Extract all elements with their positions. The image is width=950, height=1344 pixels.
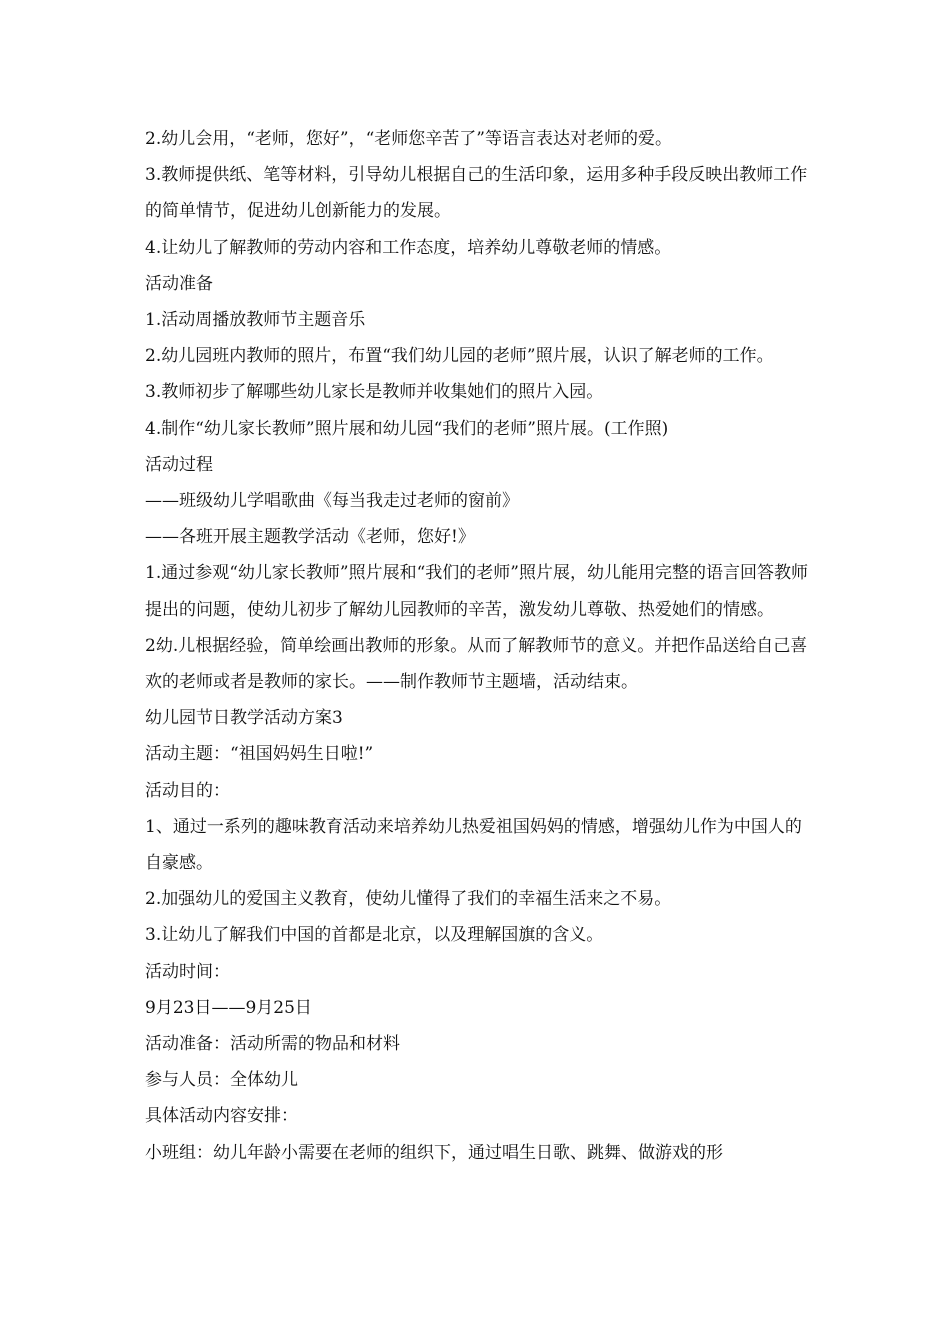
heading-purpose: 活动目的：: [145, 780, 230, 801]
heading-preparation: 活动准备: [145, 273, 213, 294]
paragraph-process-2: 2幼.儿根据经验，简单绘画出教师的形象。从而了解教师节的意义。并把作品送给自己喜欢的老师或者是教师的家长。——制作教师节主题墙，活动结束。: [145, 635, 808, 693]
paragraph-goal-2: 2.幼儿会用，“老师，您好”，“老师您辛苦了”等语言表达对老师的爱。: [145, 129, 672, 149]
paragraph-purpose-3: 3.让幼儿了解我们中国的首都是北京，以及理解国旗的含义。: [145, 925, 604, 946]
paragraph-theme: 活动主题：“祖国妈妈生日啦!”: [145, 744, 374, 765]
section-title-plan-3: 幼儿园节日教学活动方案3: [145, 708, 343, 729]
paragraph-participants: 参与人员：全体幼儿: [145, 1070, 298, 1091]
heading-process: 活动过程: [145, 454, 213, 475]
paragraph-prep-2: 2.幼儿园班内教师的照片，布置“我们幼儿园的老师”照片展，认识了解老师的工作。: [145, 346, 774, 367]
heading-schedule: 具体活动内容安排：: [145, 1106, 298, 1127]
paragraph-materials: 活动准备：活动所需的物品和材料: [145, 1034, 400, 1055]
heading-time: 活动时间：: [145, 961, 230, 982]
paragraph-process-1: 1.通过参观“幼儿家长教师”照片展和“我们的老师”照片展，幼儿能用完整的语言回答教师提出的问题，使幼儿初步了解幼儿园教师的辛苦，激发幼儿尊敬、热爱她们的情感。: [145, 563, 808, 620]
paragraph-goal-4: 4.让幼儿了解教师的劳动内容和工作态度，培养幼儿尊敬老师的情感。: [145, 237, 672, 258]
paragraph-prep-4: 4.制作“幼儿家长教师”照片展和幼儿园“我们的老师”照片展。(工作照): [145, 418, 669, 439]
paragraph-time-range: 9月23日——9月25日: [145, 997, 312, 1018]
paragraph-purpose-1: 1、通过一系列的趣味教育活动来培养幼儿热爱祖国妈妈的情感，增强幼儿作为中国人的自豪感。: [145, 816, 802, 874]
paragraph-prep-1: 1.活动周播放教师节主题音乐: [145, 310, 366, 331]
paragraph-small-class: 小班组：幼儿年龄小需要在老师的组织下，通过唱生日歌、跳舞、做游戏的形: [145, 1142, 723, 1163]
paragraph-goal-3: 3.教师提供纸、笔等材料，引导幼儿根据自己的生活印象，运用多种手段反映出教师工作的简单情节，促进幼儿创新能力的发展。: [145, 165, 808, 222]
document-body: [145, 121, 813, 1171]
paragraph-purpose-2: 2.加强幼儿的爱国主义教育，使幼儿懂得了我们的幸福生活来之不易。: [145, 889, 672, 910]
paragraph-process-activity: ——各班开展主题教学活动《老师，您好!》: [145, 527, 475, 548]
paragraph-process-song: ——班级幼儿学唱歌曲《每当我走过老师的窗前》: [145, 491, 519, 512]
paragraph-prep-3: 3.教师初步了解哪些幼儿家长是教师并收集她们的照片入园。: [145, 382, 604, 403]
